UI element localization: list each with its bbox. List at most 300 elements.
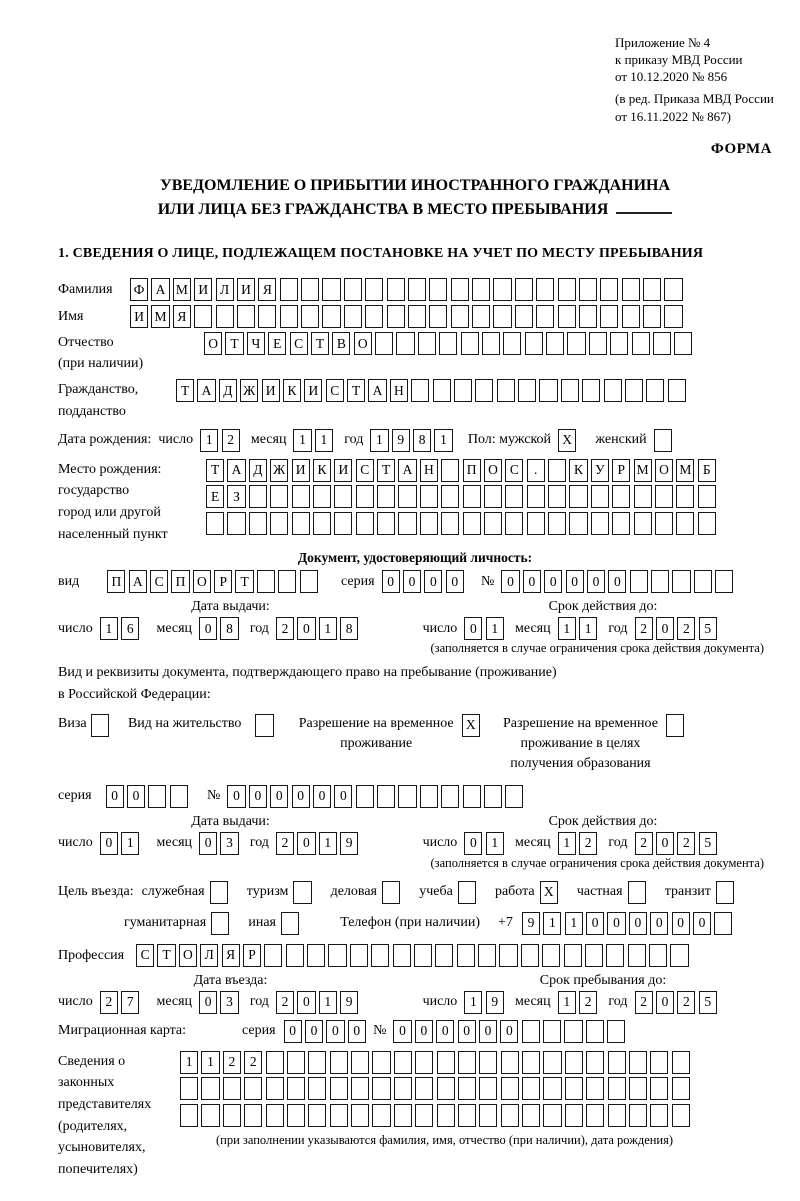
char-box[interactable] xyxy=(458,1051,476,1074)
char-box[interactable] xyxy=(344,305,362,328)
char-box[interactable]: X xyxy=(462,714,480,737)
char-box[interactable]: . xyxy=(527,459,545,482)
char-box[interactable] xyxy=(266,1104,284,1127)
char-box[interactable]: 3 xyxy=(220,832,238,855)
char-box[interactable]: 0 xyxy=(566,570,584,593)
char-box[interactable] xyxy=(330,1051,348,1074)
char-box[interactable]: О xyxy=(193,570,211,593)
char-box[interactable] xyxy=(664,278,682,301)
char-box[interactable]: 9 xyxy=(486,991,504,1014)
char-box[interactable] xyxy=(521,944,539,967)
char-box[interactable]: Ф xyxy=(130,278,148,301)
char-box[interactable]: Т xyxy=(157,944,175,967)
char-box[interactable] xyxy=(244,1077,262,1100)
char-box[interactable]: П xyxy=(107,570,125,593)
char-box[interactable] xyxy=(676,512,694,535)
char-box[interactable] xyxy=(539,379,557,402)
char-box[interactable]: И xyxy=(292,459,310,482)
char-box[interactable] xyxy=(649,944,667,967)
char-box[interactable] xyxy=(586,1077,604,1100)
char-box[interactable]: Ч xyxy=(247,332,265,355)
char-box[interactable]: 1 xyxy=(315,429,333,452)
char-box[interactable]: 2 xyxy=(677,617,695,640)
char-box[interactable] xyxy=(612,512,630,535)
char-box[interactable] xyxy=(356,512,374,535)
work-checkbox[interactable] xyxy=(540,881,563,904)
char-box[interactable]: Я xyxy=(258,278,276,301)
char-box[interactable]: 0 xyxy=(326,1020,344,1043)
char-box[interactable]: 1 xyxy=(543,912,561,935)
char-box[interactable] xyxy=(503,332,521,355)
char-box[interactable] xyxy=(543,1104,561,1127)
char-box[interactable] xyxy=(579,278,597,301)
char-box[interactable]: Л xyxy=(216,278,234,301)
char-box[interactable] xyxy=(499,944,517,967)
char-box[interactable]: К xyxy=(313,459,331,482)
other-checkbox[interactable] xyxy=(281,912,304,935)
char-box[interactable]: Н xyxy=(390,379,408,402)
char-box[interactable]: Б xyxy=(698,459,716,482)
char-box[interactable]: 0 xyxy=(608,570,626,593)
char-box[interactable]: Я xyxy=(173,305,191,328)
char-box[interactable]: 2 xyxy=(276,832,294,855)
char-box[interactable] xyxy=(396,332,414,355)
char-box[interactable] xyxy=(604,379,622,402)
char-box[interactable]: 0 xyxy=(382,570,400,593)
char-box[interactable] xyxy=(558,305,576,328)
char-box[interactable]: С xyxy=(290,332,308,355)
char-box[interactable] xyxy=(582,379,600,402)
char-box[interactable] xyxy=(377,485,395,508)
char-box[interactable]: 1 xyxy=(180,1051,198,1074)
char-box[interactable] xyxy=(382,881,400,904)
char-box[interactable] xyxy=(463,512,481,535)
char-box[interactable]: X xyxy=(558,429,576,452)
char-box[interactable]: 2 xyxy=(635,991,653,1014)
char-box[interactable]: Р xyxy=(214,570,232,593)
char-box[interactable] xyxy=(237,305,255,328)
char-box[interactable]: 0 xyxy=(607,912,625,935)
char-box[interactable]: 0 xyxy=(334,785,352,808)
char-box[interactable] xyxy=(170,785,188,808)
char-box[interactable] xyxy=(351,1051,369,1074)
char-box[interactable]: И xyxy=(130,305,148,328)
char-box[interactable]: М xyxy=(634,459,652,482)
char-box[interactable]: 1 xyxy=(558,832,576,855)
char-box[interactable]: 2 xyxy=(579,991,597,1014)
char-box[interactable]: Т xyxy=(176,379,194,402)
char-box[interactable] xyxy=(420,485,438,508)
char-box[interactable]: Т xyxy=(206,459,224,482)
char-box[interactable]: 0 xyxy=(656,991,674,1014)
char-box[interactable]: X xyxy=(540,881,558,904)
char-box[interactable] xyxy=(527,485,545,508)
char-box[interactable] xyxy=(387,305,405,328)
char-box[interactable] xyxy=(313,485,331,508)
char-box[interactable] xyxy=(180,1104,198,1127)
char-box[interactable] xyxy=(505,785,523,808)
commercial-checkbox[interactable] xyxy=(382,881,405,904)
char-box[interactable] xyxy=(505,512,523,535)
business-checkbox[interactable] xyxy=(210,881,233,904)
char-box[interactable] xyxy=(206,512,224,535)
char-box[interactable] xyxy=(437,1077,455,1100)
char-box[interactable]: У xyxy=(591,459,609,482)
char-box[interactable] xyxy=(522,1077,540,1100)
char-box[interactable] xyxy=(300,570,318,593)
char-box[interactable] xyxy=(484,512,502,535)
char-box[interactable]: О xyxy=(655,459,673,482)
char-box[interactable]: И xyxy=(194,278,212,301)
char-box[interactable] xyxy=(281,912,299,935)
char-box[interactable] xyxy=(629,1104,647,1127)
char-box[interactable]: 0 xyxy=(587,570,605,593)
char-box[interactable] xyxy=(493,278,511,301)
char-box[interactable] xyxy=(694,570,712,593)
char-box[interactable] xyxy=(698,512,716,535)
char-box[interactable] xyxy=(565,1104,583,1127)
char-box[interactable]: 9 xyxy=(392,429,410,452)
char-box[interactable] xyxy=(522,1051,540,1074)
char-box[interactable] xyxy=(330,1104,348,1127)
char-box[interactable] xyxy=(387,278,405,301)
char-box[interactable] xyxy=(249,512,267,535)
char-box[interactable]: 0 xyxy=(650,912,668,935)
char-box[interactable]: 1 xyxy=(319,991,337,1014)
char-box[interactable]: З xyxy=(227,485,245,508)
char-box[interactable] xyxy=(565,1077,583,1100)
char-box[interactable]: М xyxy=(151,305,169,328)
char-box[interactable]: 2 xyxy=(635,617,653,640)
char-box[interactable]: 1 xyxy=(579,617,597,640)
char-box[interactable]: И xyxy=(334,459,352,482)
char-box[interactable]: А xyxy=(227,459,245,482)
char-box[interactable]: 0 xyxy=(297,832,315,855)
char-box[interactable]: Н xyxy=(420,459,438,482)
private-checkbox[interactable] xyxy=(628,881,651,904)
char-box[interactable]: 1 xyxy=(558,617,576,640)
char-box[interactable] xyxy=(429,305,447,328)
char-box[interactable] xyxy=(608,1051,626,1074)
char-box[interactable] xyxy=(634,485,652,508)
char-box[interactable]: 1 xyxy=(486,617,504,640)
char-box[interactable] xyxy=(522,1020,540,1043)
char-box[interactable]: С xyxy=(356,459,374,482)
char-box[interactable] xyxy=(441,785,459,808)
char-box[interactable]: 1 xyxy=(486,832,504,855)
char-box[interactable] xyxy=(270,512,288,535)
sex-male-checkbox[interactable] xyxy=(558,429,579,452)
char-box[interactable]: 1 xyxy=(565,912,583,935)
char-box[interactable]: О xyxy=(484,459,502,482)
char-box[interactable]: О xyxy=(354,332,372,355)
char-box[interactable]: А xyxy=(398,459,416,482)
char-box[interactable] xyxy=(365,278,383,301)
char-box[interactable]: 0 xyxy=(446,570,464,593)
char-box[interactable] xyxy=(558,278,576,301)
char-box[interactable]: 0 xyxy=(199,991,217,1014)
char-box[interactable] xyxy=(565,1051,583,1074)
char-box[interactable] xyxy=(548,459,566,482)
char-box[interactable] xyxy=(670,944,688,967)
char-box[interactable]: И xyxy=(262,379,280,402)
char-box[interactable] xyxy=(415,1051,433,1074)
char-box[interactable]: 1 xyxy=(558,991,576,1014)
char-box[interactable]: 0 xyxy=(656,832,674,855)
char-box[interactable]: 2 xyxy=(223,1051,241,1074)
char-box[interactable] xyxy=(501,1077,519,1100)
char-box[interactable] xyxy=(307,944,325,967)
char-box[interactable] xyxy=(478,944,496,967)
char-box[interactable] xyxy=(543,1020,561,1043)
char-box[interactable] xyxy=(612,485,630,508)
char-box[interactable] xyxy=(287,1104,305,1127)
char-box[interactable] xyxy=(451,278,469,301)
char-box[interactable]: Е xyxy=(206,485,224,508)
char-box[interactable] xyxy=(472,305,490,328)
char-box[interactable]: 8 xyxy=(220,617,238,640)
char-box[interactable] xyxy=(308,1104,326,1127)
char-box[interactable] xyxy=(287,1077,305,1100)
char-box[interactable]: 9 xyxy=(340,832,358,855)
char-box[interactable] xyxy=(515,278,533,301)
char-box[interactable] xyxy=(201,1077,219,1100)
char-box[interactable]: 1 xyxy=(200,429,218,452)
char-box[interactable] xyxy=(411,379,429,402)
char-box[interactable]: С xyxy=(326,379,344,402)
char-box[interactable]: П xyxy=(463,459,481,482)
humanitarian-checkbox[interactable] xyxy=(211,912,234,935)
char-box[interactable] xyxy=(672,1051,690,1074)
char-box[interactable] xyxy=(668,379,686,402)
char-box[interactable]: 1 xyxy=(121,832,139,855)
char-box[interactable] xyxy=(255,714,273,737)
char-box[interactable] xyxy=(527,512,545,535)
char-box[interactable]: 0 xyxy=(127,785,145,808)
char-box[interactable] xyxy=(216,305,234,328)
char-box[interactable] xyxy=(567,332,585,355)
char-box[interactable] xyxy=(286,944,304,967)
char-box[interactable]: Р xyxy=(243,944,261,967)
char-box[interactable] xyxy=(308,1077,326,1100)
char-box[interactable] xyxy=(457,944,475,967)
char-box[interactable] xyxy=(672,1104,690,1127)
char-box[interactable] xyxy=(463,785,481,808)
char-box[interactable] xyxy=(398,485,416,508)
char-box[interactable] xyxy=(650,1077,668,1100)
char-box[interactable]: М xyxy=(676,459,694,482)
char-box[interactable]: К xyxy=(283,379,301,402)
char-box[interactable] xyxy=(564,1020,582,1043)
char-box[interactable] xyxy=(546,332,564,355)
char-box[interactable] xyxy=(372,1104,390,1127)
char-box[interactable] xyxy=(441,485,459,508)
char-box[interactable] xyxy=(569,512,587,535)
char-box[interactable] xyxy=(439,332,457,355)
char-box[interactable]: 1 xyxy=(434,429,452,452)
char-box[interactable] xyxy=(451,305,469,328)
char-box[interactable] xyxy=(264,944,282,967)
char-box[interactable] xyxy=(429,278,447,301)
char-box[interactable] xyxy=(628,881,646,904)
char-box[interactable] xyxy=(472,278,490,301)
char-box[interactable]: А xyxy=(129,570,147,593)
char-box[interactable] xyxy=(227,512,245,535)
char-box[interactable] xyxy=(714,912,732,935)
char-box[interactable]: С xyxy=(505,459,523,482)
char-box[interactable] xyxy=(672,570,690,593)
char-box[interactable]: 0 xyxy=(436,1020,454,1043)
char-box[interactable] xyxy=(201,1104,219,1127)
char-box[interactable]: 0 xyxy=(464,832,482,855)
char-box[interactable]: 0 xyxy=(297,617,315,640)
char-box[interactable] xyxy=(398,512,416,535)
char-box[interactable]: 0 xyxy=(458,1020,476,1043)
char-box[interactable]: Т xyxy=(235,570,253,593)
char-box[interactable]: Т xyxy=(225,332,243,355)
char-box[interactable] xyxy=(475,379,493,402)
char-box[interactable] xyxy=(266,1051,284,1074)
char-box[interactable] xyxy=(350,944,368,967)
char-box[interactable] xyxy=(223,1077,241,1100)
char-box[interactable]: 0 xyxy=(464,617,482,640)
char-box[interactable] xyxy=(543,1077,561,1100)
char-box[interactable] xyxy=(408,305,426,328)
char-box[interactable] xyxy=(651,570,669,593)
char-box[interactable]: 0 xyxy=(227,785,245,808)
char-box[interactable] xyxy=(518,379,536,402)
char-box[interactable] xyxy=(313,512,331,535)
char-box[interactable]: 2 xyxy=(677,832,695,855)
char-box[interactable]: 0 xyxy=(106,785,124,808)
char-box[interactable] xyxy=(249,485,267,508)
char-box[interactable] xyxy=(257,570,275,593)
char-box[interactable] xyxy=(484,785,502,808)
char-box[interactable] xyxy=(148,785,166,808)
char-box[interactable] xyxy=(629,1077,647,1100)
char-box[interactable]: 0 xyxy=(544,570,562,593)
char-box[interactable]: П xyxy=(171,570,189,593)
char-box[interactable] xyxy=(223,1104,241,1127)
char-box[interactable]: 0 xyxy=(393,1020,411,1043)
char-box[interactable]: 0 xyxy=(249,785,267,808)
char-box[interactable]: В xyxy=(332,332,350,355)
char-box[interactable] xyxy=(600,278,618,301)
char-box[interactable]: 0 xyxy=(284,1020,302,1043)
char-box[interactable]: 0 xyxy=(656,617,674,640)
char-box[interactable] xyxy=(610,332,628,355)
char-box[interactable] xyxy=(672,1077,690,1100)
char-box[interactable]: 0 xyxy=(693,912,711,935)
char-box[interactable] xyxy=(393,944,411,967)
char-box[interactable]: 0 xyxy=(100,832,118,855)
char-box[interactable] xyxy=(608,1104,626,1127)
char-box[interactable] xyxy=(398,785,416,808)
char-box[interactable] xyxy=(280,305,298,328)
char-box[interactable] xyxy=(435,944,453,967)
char-box[interactable] xyxy=(377,785,395,808)
char-box[interactable] xyxy=(322,305,340,328)
visa-checkbox[interactable] xyxy=(91,714,112,737)
char-box[interactable] xyxy=(270,485,288,508)
char-box[interactable]: 7 xyxy=(121,991,139,1014)
char-box[interactable]: 2 xyxy=(222,429,240,452)
char-box[interactable] xyxy=(653,332,671,355)
char-box[interactable] xyxy=(356,785,374,808)
char-box[interactable]: 2 xyxy=(244,1051,262,1074)
char-box[interactable]: 1 xyxy=(293,429,311,452)
char-box[interactable] xyxy=(522,1104,540,1127)
char-box[interactable] xyxy=(493,305,511,328)
char-box[interactable] xyxy=(301,278,319,301)
char-box[interactable] xyxy=(91,714,109,737)
char-box[interactable]: 1 xyxy=(201,1051,219,1074)
char-box[interactable] xyxy=(365,305,383,328)
char-box[interactable]: Д xyxy=(219,379,237,402)
char-box[interactable] xyxy=(292,512,310,535)
char-box[interactable]: С xyxy=(150,570,168,593)
char-box[interactable]: 2 xyxy=(276,991,294,1014)
char-box[interactable] xyxy=(569,485,587,508)
char-box[interactable] xyxy=(461,332,479,355)
char-box[interactable] xyxy=(420,512,438,535)
char-box[interactable]: 5 xyxy=(699,617,717,640)
char-box[interactable] xyxy=(586,1104,604,1127)
char-box[interactable] xyxy=(548,512,566,535)
phone-boxes[interactable] xyxy=(522,912,736,935)
char-box[interactable]: 0 xyxy=(672,912,690,935)
char-box[interactable] xyxy=(356,485,374,508)
char-box[interactable] xyxy=(482,332,500,355)
char-box[interactable]: С xyxy=(136,944,154,967)
char-box[interactable]: Е xyxy=(268,332,286,355)
char-box[interactable]: М xyxy=(173,278,191,301)
char-box[interactable] xyxy=(542,944,560,967)
char-box[interactable] xyxy=(607,1020,625,1043)
char-box[interactable]: 0 xyxy=(501,570,519,593)
char-box[interactable]: 0 xyxy=(199,617,217,640)
char-box[interactable] xyxy=(625,379,643,402)
char-box[interactable]: Ж xyxy=(240,379,258,402)
char-box[interactable] xyxy=(586,1051,604,1074)
char-box[interactable] xyxy=(334,485,352,508)
char-box[interactable] xyxy=(437,1104,455,1127)
char-box[interactable] xyxy=(716,881,734,904)
char-box[interactable] xyxy=(377,512,395,535)
char-box[interactable] xyxy=(244,1104,262,1127)
char-box[interactable] xyxy=(180,1077,198,1100)
char-box[interactable] xyxy=(536,305,554,328)
char-box[interactable]: 0 xyxy=(348,1020,366,1043)
char-box[interactable] xyxy=(715,570,733,593)
char-box[interactable]: 3 xyxy=(220,991,238,1014)
char-box[interactable]: 0 xyxy=(424,570,442,593)
char-box[interactable]: 0 xyxy=(305,1020,323,1043)
char-box[interactable] xyxy=(501,1051,519,1074)
study-checkbox[interactable] xyxy=(458,881,481,904)
char-box[interactable]: 0 xyxy=(199,832,217,855)
char-box[interactable] xyxy=(536,278,554,301)
char-box[interactable]: 0 xyxy=(270,785,288,808)
char-box[interactable] xyxy=(351,1104,369,1127)
char-box[interactable] xyxy=(591,512,609,535)
char-box[interactable] xyxy=(622,278,640,301)
char-box[interactable] xyxy=(371,944,389,967)
char-box[interactable]: Я xyxy=(222,944,240,967)
char-box[interactable] xyxy=(463,485,481,508)
char-box[interactable] xyxy=(479,1077,497,1100)
char-box[interactable] xyxy=(606,944,624,967)
